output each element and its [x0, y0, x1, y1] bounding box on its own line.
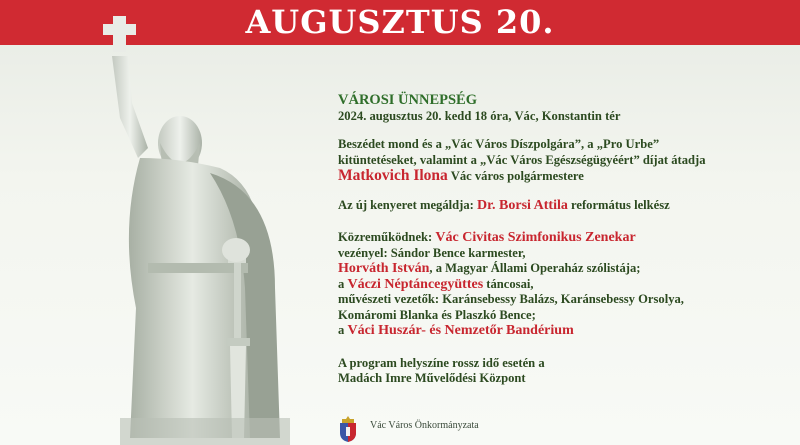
rain-line-1: A program helyszíne rossz idő esetén a	[338, 355, 545, 370]
hussar-group: Váci Huszár- és Nemzetőr Bandérium	[347, 323, 574, 338]
bread-role: református lelkész	[571, 197, 670, 212]
soloist-line	[338, 261, 788, 277]
speaker-role: Vác város polgármestere	[450, 169, 584, 183]
hussar-prefix: a	[338, 323, 345, 337]
page-title: AUGUSZTUS 20.	[245, 3, 555, 41]
event-details	[338, 93, 788, 387]
soloist-name: Horváth István	[338, 261, 430, 276]
saint-stephen-statue-image	[60, 8, 340, 445]
dance-prefix: a	[338, 276, 345, 291]
orchestra-name: Vác Civitas Szimfonikus Zenekar	[435, 230, 636, 245]
dance-group: Váczi Néptáncegyüttes	[347, 276, 484, 292]
conductor-line: vezényel: Sándor Bence karmester,	[338, 245, 526, 260]
dance-line	[338, 277, 788, 293]
performers-prefix: Közreműködnek:	[338, 230, 433, 244]
cross-icon	[103, 16, 136, 52]
bread-name: Dr. Borsi Attila	[476, 197, 568, 213]
speech-speaker	[338, 168, 788, 185]
hussar-line	[338, 323, 788, 339]
bread-prefix: Az új kenyeret megáldja:	[338, 197, 474, 212]
speech-line-1: Beszédet mond és a „Vác Város Díszpolgára”, a „Pro Urbe”	[338, 137, 660, 151]
speaker-name: Matkovich Ilona	[338, 167, 448, 184]
leaders-line-2: Komáromi Blanka és Plaszkó Bence;	[338, 307, 536, 322]
leaders-line-1: művészeti vezetők: Karánsebessy Balázs, Karánsebessy Orsolya,	[338, 292, 684, 306]
coat-of-arms-icon	[338, 415, 358, 443]
bread-blessing	[338, 198, 788, 214]
organization-name: Vác Város Önkormányzata	[370, 420, 479, 431]
speech-line-2: kitüntetéseket, valamint a „Vác Város Egészségügyéért” díjat átadja	[338, 152, 706, 167]
event-title: VÁROSI ÜNNEPSÉG	[338, 92, 477, 108]
dance-suffix: táncosai,	[486, 276, 534, 291]
soloist-role: , a Magyar Állami Operaház szólistája;	[429, 261, 641, 275]
event-datetime: 2024. augusztus 20. kedd 18 óra, Vác, Konstantin tér	[338, 108, 621, 123]
rain-line-2: Madách Imre Művelődési Központ	[338, 371, 526, 385]
performers-line	[338, 230, 788, 246]
